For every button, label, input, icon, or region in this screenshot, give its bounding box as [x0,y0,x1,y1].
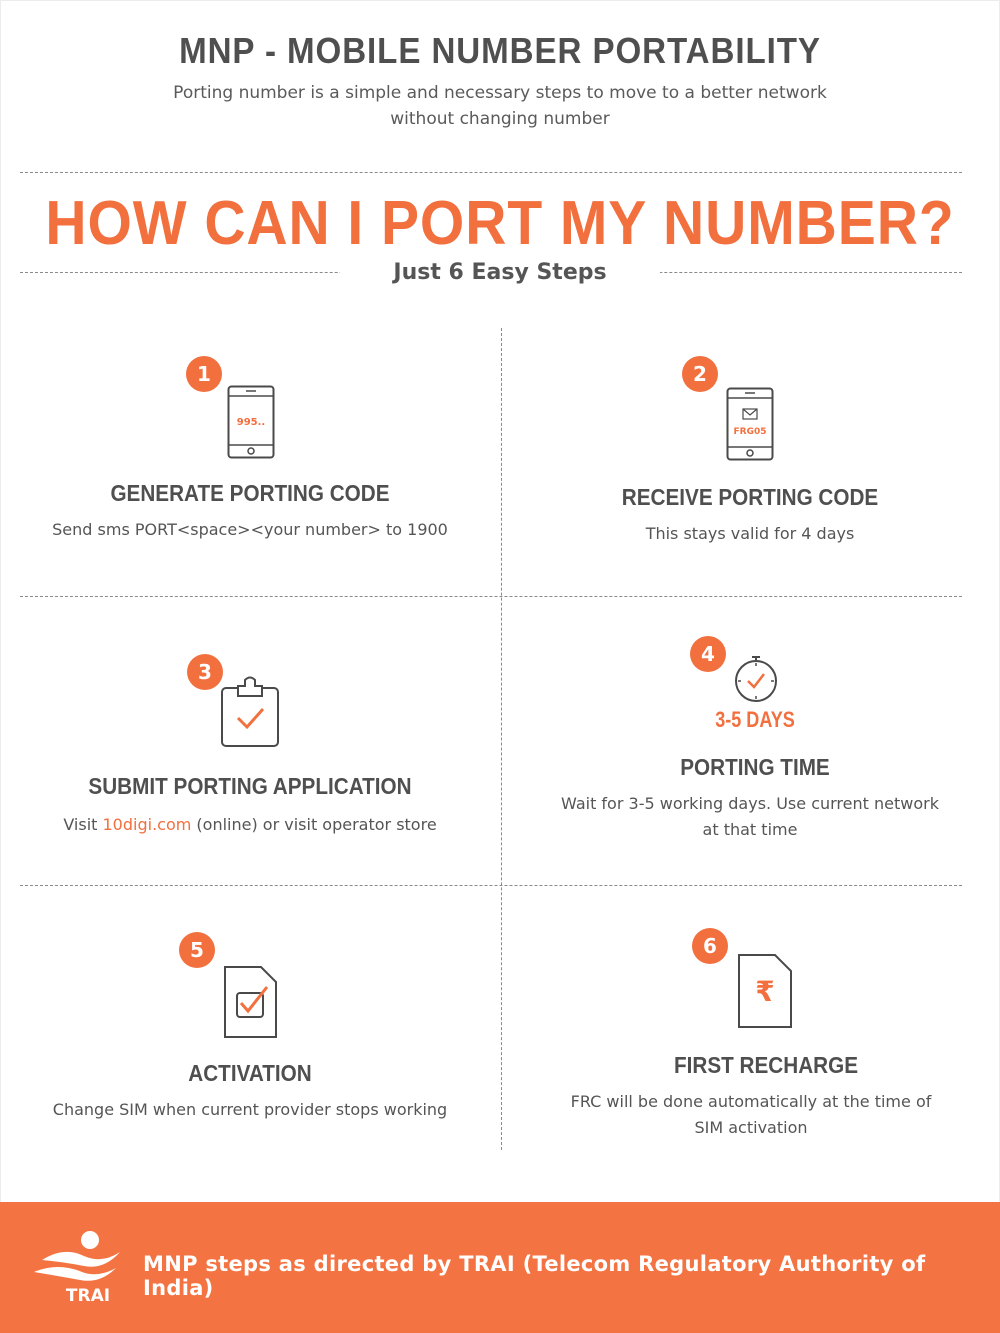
step-2-desc: This stays valid for 4 days [645,524,855,543]
phone-screen-text-1: 995.. [236,417,266,428]
step-4-title: PORTING TIME [680,754,830,780]
step-1-title: GENERATE PORTING CODE [110,480,390,506]
step-4-badge: 4 [690,636,726,672]
porting-days-highlight: 3-5 DAYS [715,707,795,732]
step-3-desc-suffix: (online) or visit operator store [191,815,437,834]
step-5-desc: Change SIM when current provider stops working [52,1100,448,1119]
page-subtitle [150,80,850,132]
step-4-desc [540,791,960,843]
step-4-desc-line-2: at that time [702,820,798,839]
sim-check-icon [223,965,279,1039]
step-4-desc-line-1: Wait for 3-5 working days. Use current network [561,794,939,813]
rupee-symbol: ₹ [755,975,775,1008]
step-2-badge: 2 [682,356,718,392]
phone-screen-text-2: FRG05 [733,427,767,437]
subtitle-line-2: without changing number [390,109,610,129]
divider-top [20,172,962,173]
footer-text: MNP steps as directed by TRAI (Telecom Regulatory Authority of India) [143,1252,926,1300]
step-6-desc-line-2: SIM activation [694,1118,808,1137]
step-6-title: FIRST RECHARGE [673,1052,858,1078]
subtitle-line-1: Porting number is a simple and necessary steps to move to a better network [173,83,827,103]
step-3-desc-prefix: Visit [63,815,103,834]
step-6-badge: 6 [692,928,728,964]
step-6-desc-line-1: FRC will be done automatically at the time of [570,1092,932,1111]
step-3-desc [40,812,460,838]
easy-steps-label: Just 6 Easy Steps [340,260,660,285]
step-5-title: ACTIVATION [188,1060,312,1086]
step-1-desc: Send sms PORT<space><your number> to 1900 [52,520,448,539]
step-1-badge: 1 [186,356,222,392]
sim-rupee-icon [737,953,793,1029]
trai-logo-icon [32,1226,122,1286]
phone-sms-icon [227,385,275,459]
step-2-title: RECEIVE PORTING CODE [621,484,879,510]
step-3-title: SUBMIT PORTING APPLICATION [88,773,412,799]
phone-message-icon [726,387,774,461]
clipboard-check-icon [220,674,282,750]
divider-row-2 [20,885,962,886]
divider-row-1 [20,596,962,597]
clock-check-icon [732,654,780,704]
page-title: MNP - MOBILE NUMBER PORTABILITY [179,30,821,71]
footer-bar [0,1202,1000,1333]
divider-vertical [501,328,502,1150]
step-5-badge: 5 [179,932,215,968]
step-3-badge: 3 [187,654,223,690]
10digi-link[interactable]: 10digi.com [102,815,192,834]
trai-logo-label: TRAI [65,1286,111,1306]
step-6-desc [541,1089,961,1141]
main-heading: HOW CAN I PORT MY NUMBER? [45,189,955,258]
